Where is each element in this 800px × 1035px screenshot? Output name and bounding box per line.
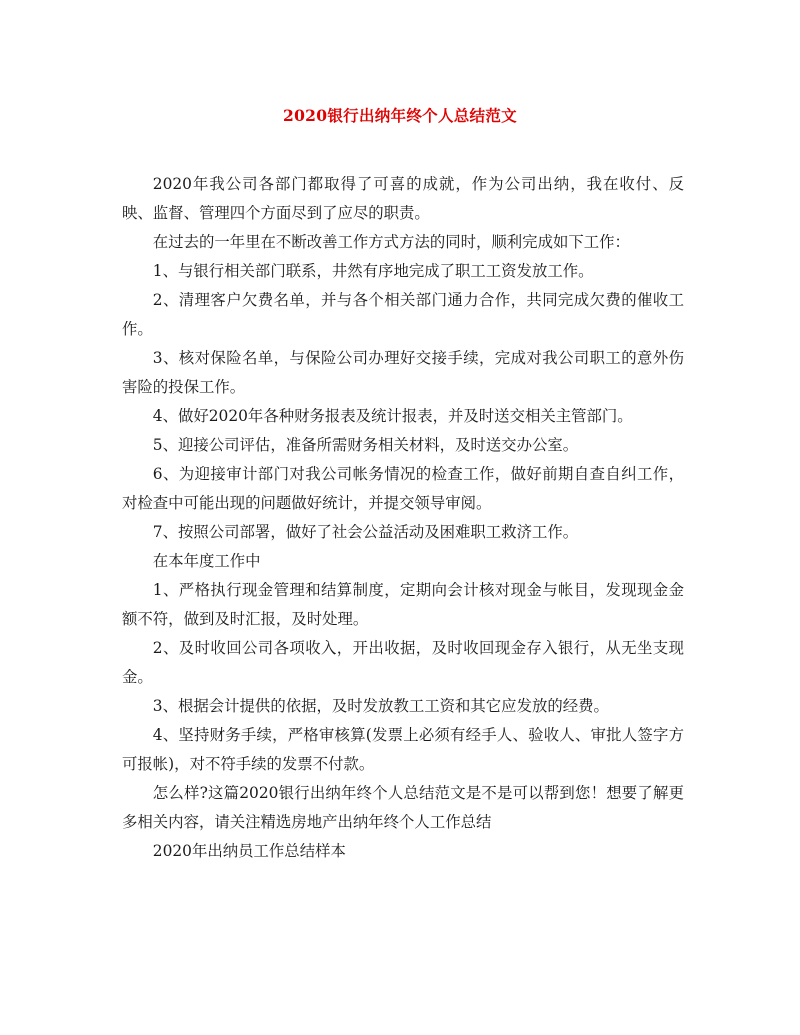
paragraph-intro: 2020年我公司各部门都取得了可喜的成就，作为公司出纳，我在收付、反映、监督、管理四个方面尽到了应尽的职责。 [122, 175, 684, 222]
document-body [122, 170, 684, 866]
list-item: 4、坚持财务手续，严格审核算(发票上必须有经手人、验收人、审批人签字方可报帐)，对不符手续的发票不付款。 [122, 726, 684, 773]
paragraph-closing: 怎么样?这篇2020银行出纳年终个人总结范文是不是可以帮到您！想要了解更多相关内容，请关注精选房地产出纳年终个人工作总结 [122, 784, 684, 831]
section-heading: 在本年度工作中 [152, 552, 261, 570]
list-item: 2、清理客户欠费名单，并与各个相关部门通力合作，共同完成欠费的催收工作。 [122, 291, 684, 338]
paragraph-next-title: 2020年出纳员工作总结样本 [152, 842, 346, 860]
paragraph-lead: 在过去的一年里在不断改善工作方式方法的同时，顺利完成如下工作： [152, 233, 630, 251]
list-item: 1、与银行相关部门联系，井然有序地完成了职工工资发放工作。 [152, 262, 594, 280]
list-item: 2、及时收回公司各项收入，开出收据，及时收回现金存入银行，从无坐支现金。 [122, 639, 684, 686]
list-item: 7、按照公司部署，做好了社会公益活动及困难职工救济工作。 [152, 523, 579, 541]
list-item: 4、做好2020年各种财务报表及统计报表，并及时送交相关主管部门。 [152, 407, 633, 425]
list-item: 3、核对保险名单，与保险公司办理好交接手续，完成对我公司职工的意外伤害险的投保工作。 [122, 349, 684, 396]
list-item: 3、根据会计提供的依据，及时发放教工工资和其它应发放的经费。 [152, 697, 609, 715]
list-item: 6、为迎接审计部门对我公司帐务情况的检查工作，做好前期自查自纠工作，对检查中可能出现的问题做好统计，并提交领导审阅。 [122, 465, 684, 512]
list-item: 5、迎接公司评估，准备所需财务相关材料，及时送交办公室。 [152, 436, 579, 454]
document-title: 2020银行出纳年终个人总结范文 [283, 106, 517, 125]
list-item: 1、严格执行现金管理和结算制度，定期向会计核对现金与帐目，发现现金金额不符，做到及时汇报，及时处理。 [122, 581, 684, 628]
